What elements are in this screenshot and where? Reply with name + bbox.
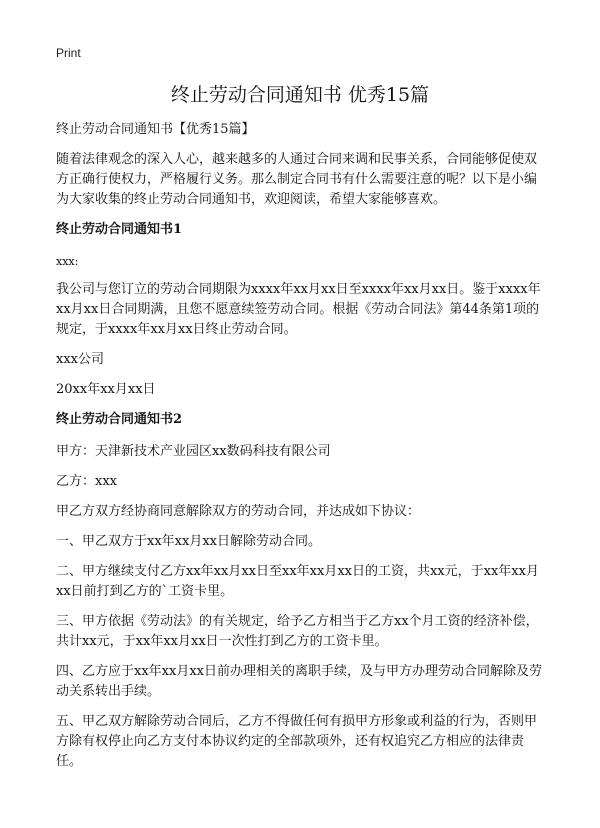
print-link[interactable]: Print <box>56 46 81 60</box>
party-b: 乙方：xxx <box>56 474 117 489</box>
section2-preamble: 甲乙方双方经协商同意解除双方的劳动合同，并达成如下协议： <box>56 504 421 519</box>
document-subtitle: 终止劳动合同通知书【优秀15篇】 <box>56 122 255 137</box>
section1-salutation: xxx: <box>56 255 79 268</box>
section1-body: 我公司与您订立的劳动合同期限为xxxx年xx月xx日至xxxx年xx月xx日。鉴于xxxx年xx月xx日合同期满，且您不愿意续签劳动合同。根据《劳动合同法》第44条第1项的规定，于xxxx年xx月xx日终止劳动合同。 <box>56 282 541 337</box>
section2-heading: 终止劳动合同通知书2 <box>56 412 183 427</box>
section1-date: 20xx年xx月xx日 <box>56 382 156 397</box>
clause-3: 三、甲方依据《劳动法》的有关规定，给予乙方相当于乙方xx个月工资的经济补偿，共计xx元，于xx年xx月xx日一次性打到乙方的工资卡里。 <box>56 614 539 649</box>
section1-signature: xxx公司 <box>56 352 104 367</box>
clause-5: 五、甲乙双方解除劳动合同后，乙方不得做任何有损甲方形象或利益的行为，否则甲方除有权停止向乙方支付本协议约定的全部款项外，还有权追究乙方相应的法律责任。 <box>56 714 538 769</box>
party-a: 甲方：天津新技术产业园区xx数码科技有限公司 <box>56 444 331 459</box>
clause-1: 一、甲乙双方于xx年xx月xx日解除劳动合同。 <box>56 534 321 549</box>
section1-heading: 终止劳动合同通知书1 <box>56 222 183 237</box>
document-body <box>56 120 546 782</box>
clause-2: 二、甲方继续支付乙方xx年xx月xx日至xx年xx月xx日的工资，共xx元，于xx年xx月xx日前打到乙方的`工资卡里。 <box>56 564 539 599</box>
page-title: 终止劳动合同通知书 优秀15篇 <box>170 84 430 106</box>
intro-paragraph: 随着法律观念的深入人心，越来越多的人通过合同来调和民事关系，合同能够促使双方正确行使权力，严格履行义务。那么制定合同书有什么需要注意的呢？以下是小编为大家收集的终止劳动合同通知书，欢迎阅读，希望大家能够喜欢。 <box>56 152 538 207</box>
clause-4: 四、乙方应于xx年xx月xx日前办理相关的离职手续，及与甲方办理劳动合同解除及劳动关系转出手续。 <box>56 664 542 699</box>
